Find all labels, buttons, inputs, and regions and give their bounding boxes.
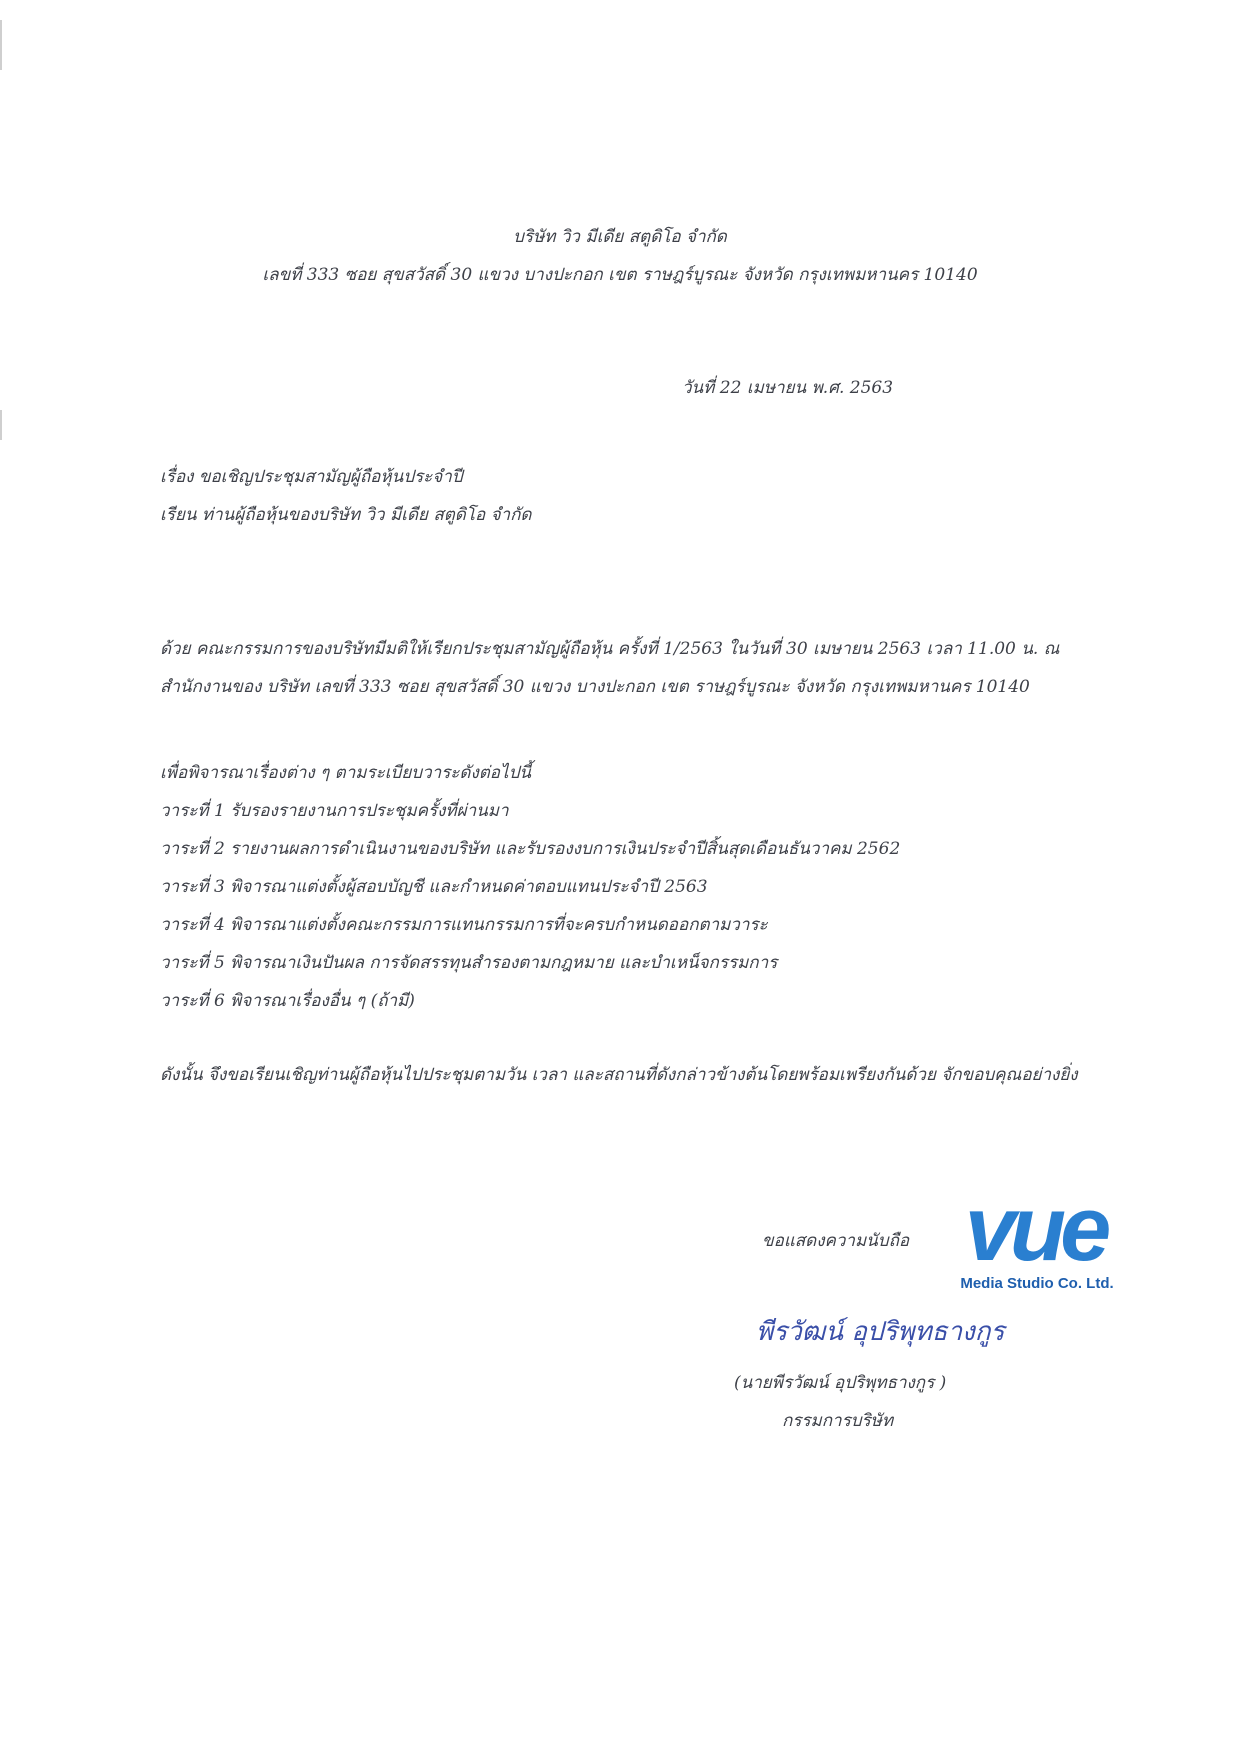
handwritten-signature bbox=[752, 1300, 1005, 1360]
agenda-item: วาระที่ 3 พิจารณาแต่งตั้งผู้สอบบัญชี และกำหนดค่าตอบแทนประจำปี 2563 bbox=[160, 877, 708, 897]
closing-paragraph: ดังนั้น จึงขอเรียนเชิญท่านผู้ถือหุ้นไปประชุมตามวัน เวลา และสถานที่ดังกล่าวข้างต้นโดยพร้อมเพรียงกันด้วย จักขอบคุณอย่างยิ่ง bbox=[160, 1065, 1078, 1085]
agenda-intro: เพื่อพิจารณาเรื่องต่าง ๆ ตามระเบียบวาระดังต่อไปนี้ bbox=[160, 763, 531, 783]
scan-edge-mark-top bbox=[0, 20, 2, 70]
scan-edge-mark-mid bbox=[0, 410, 2, 440]
signer-name: (นายพีรวัฒน์ อุปริพุทธางกูร ) bbox=[734, 1373, 947, 1393]
company-address: เลขที่ 333 ซอย สุขสวัสดิ์ 30 แขวง บางปะกอก เขต ราษฎร์บูรณะ จังหวัด กรุงเทพมหานคร 10140 bbox=[262, 265, 978, 285]
agenda-item: วาระที่ 1 รับรองรายงานการประชุมครั้งที่ผ่านมา bbox=[160, 801, 509, 821]
signer-title: กรรมการบริษัท bbox=[782, 1411, 894, 1431]
agenda-item: วาระที่ 5 พิจารณาเงินปันผล การจัดสรรทุนสำรองตามกฎหมาย และบำเหน็จกรรมการ bbox=[160, 953, 778, 973]
company-name: บริษัท วิว มีเดีย สตูดิโอ จำกัด bbox=[513, 227, 727, 247]
agenda-item: วาระที่ 6 พิจารณาเรื่องอื่น ๆ (ถ้ามี) bbox=[160, 991, 415, 1011]
letter-date: วันที่ 22 เมษายน พ.ศ. 2563 bbox=[682, 378, 894, 398]
logo-wordmark: vue bbox=[964, 1178, 1106, 1280]
company-logo bbox=[945, 1178, 1125, 1298]
body-line-2: สำนักงานของ บริษัท เลขที่ 333 ซอย สุขสวัสดิ์ 30 แขวง บางปะกอก เขต ราษฎร์บูรณะ จังหวัด กรุงเทพมหานคร 10140 bbox=[160, 677, 1030, 697]
logo-tagline: Media Studio Co. Ltd. bbox=[960, 1275, 1114, 1292]
body-line-1: ด้วย คณะกรรมการของบริษัทมีมติให้เรียกประชุมสามัญผู้ถือหุ้น ครั้งที่ 1/2563 ในวันที่ 30 เมษายน 2563 เวลา 11.00 น. ณ bbox=[160, 639, 1060, 659]
signature-mark: พีรวัฒน์ อุปริพุทธางกูร bbox=[756, 1317, 1005, 1347]
letter-subject: เรื่อง ขอเชิญประชุมสามัญผู้ถือหุ้นประจำปี bbox=[160, 467, 463, 487]
agenda-item: วาระที่ 2 รายงานผลการดำเนินงานของบริษัท และรับรองงบการเงินประจำปีสิ้นสุดเดือนธันวาคม 2562 bbox=[160, 839, 901, 859]
agenda-item: วาระที่ 4 พิจารณาแต่งตั้งคณะกรรมการแทนกรรมการที่จะครบกำหนดออกตามวาระ bbox=[160, 915, 768, 935]
regards-line: ขอแสดงความนับถือ bbox=[762, 1231, 910, 1251]
letter-recipient: เรียน ท่านผู้ถือหุ้นของบริษัท วิว มีเดีย สตูดิโอ จำกัด bbox=[160, 505, 532, 525]
